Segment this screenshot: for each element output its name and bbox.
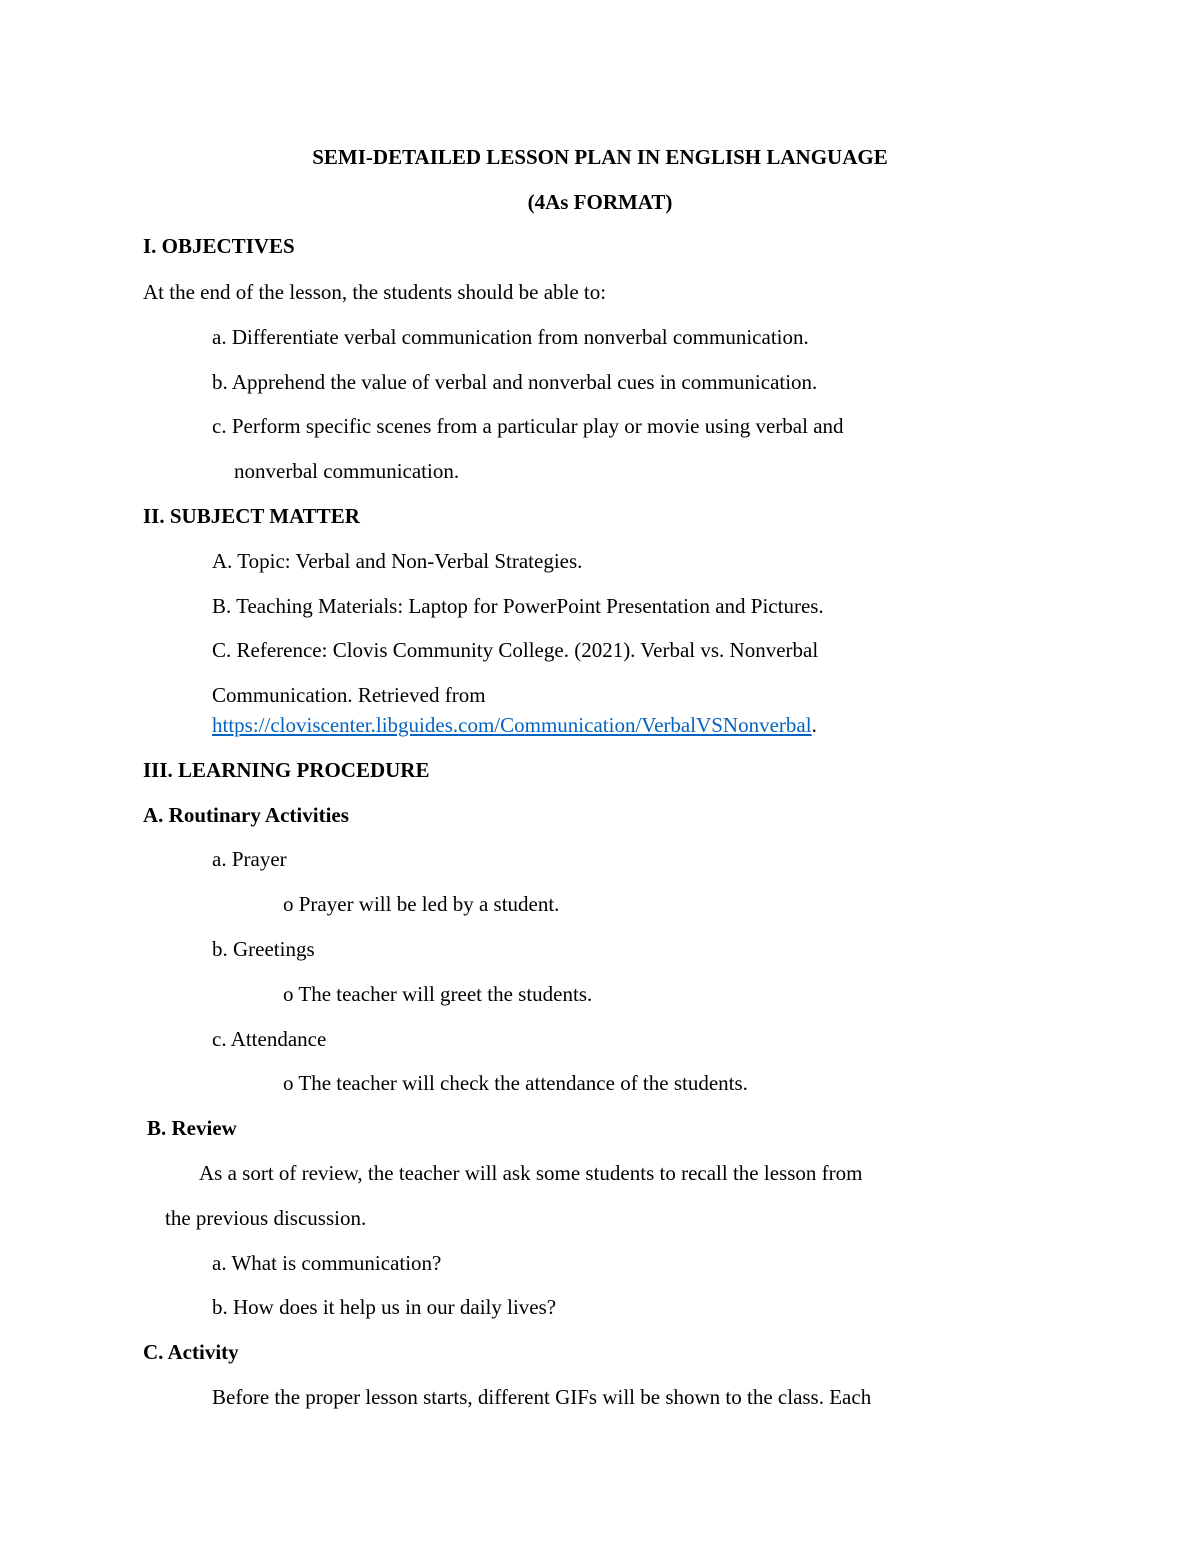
subject-materials: B. Teaching Materials: Laptop for PowerPoint Presentation and Pictures.	[212, 594, 824, 618]
objective-item-c-continuation: nonverbal communication.	[234, 459, 460, 483]
review-question-1: a. What is communication?	[212, 1251, 442, 1275]
subject-matter-heading: II. SUBJECT MATTER	[143, 504, 360, 528]
objectives-heading: I. OBJECTIVES	[143, 234, 295, 258]
routinary-prayer: a. Prayer	[212, 847, 287, 871]
subject-reference-line1: C. Reference: Clovis Community College. (2021). Verbal vs. Nonverbal	[212, 638, 819, 662]
subject-reference-link-line	[212, 713, 817, 737]
review-text-line1: As a sort of review, the teacher will ask some students to recall the lesson from	[199, 1161, 863, 1185]
activity-heading: C. Activity	[143, 1340, 239, 1364]
objective-item-c: c. Perform specific scenes from a particular play or movie using verbal and	[212, 414, 844, 438]
reference-link-period: .	[811, 713, 817, 737]
document-title: SEMI-DETAILED LESSON PLAN IN ENGLISH LANGUAGE	[312, 145, 888, 169]
objective-item-b: b. Apprehend the value of verbal and nonverbal cues in communication.	[212, 370, 818, 394]
review-question-2: b. How does it help us in our daily lives?	[212, 1295, 557, 1319]
learning-procedure-heading: III. LEARNING PROCEDURE	[143, 758, 430, 782]
subject-topic: A. Topic: Verbal and Non-Verbal Strategies.	[212, 549, 583, 573]
routinary-greetings: b. Greetings	[212, 937, 315, 961]
reference-link[interactable]: https://cloviscenter.libguides.com/Communication/VerbalVSNonverbal	[212, 713, 812, 737]
routinary-attendance: c. Attendance	[212, 1027, 327, 1051]
routinary-attendance-detail: o The teacher will check the attendance of the students.	[283, 1071, 748, 1095]
objectives-intro: At the end of the lesson, the students should be able to:	[143, 280, 607, 304]
review-heading: B. Review	[147, 1116, 237, 1140]
routinary-greetings-detail: o The teacher will greet the students.	[283, 982, 593, 1006]
activity-text-line1: Before the proper lesson starts, different GIFs will be shown to the class. Each	[212, 1385, 872, 1409]
routinary-activities-heading: A. Routinary Activities	[143, 803, 349, 827]
routinary-prayer-detail: o Prayer will be led by a student.	[283, 892, 560, 916]
subject-reference-line2: Communication. Retrieved from	[212, 683, 486, 707]
document-subtitle: (4As FORMAT)	[527, 190, 673, 214]
review-text-line2: the previous discussion.	[165, 1206, 367, 1230]
objective-item-a: a. Differentiate verbal communication from nonverbal communication.	[212, 325, 809, 349]
